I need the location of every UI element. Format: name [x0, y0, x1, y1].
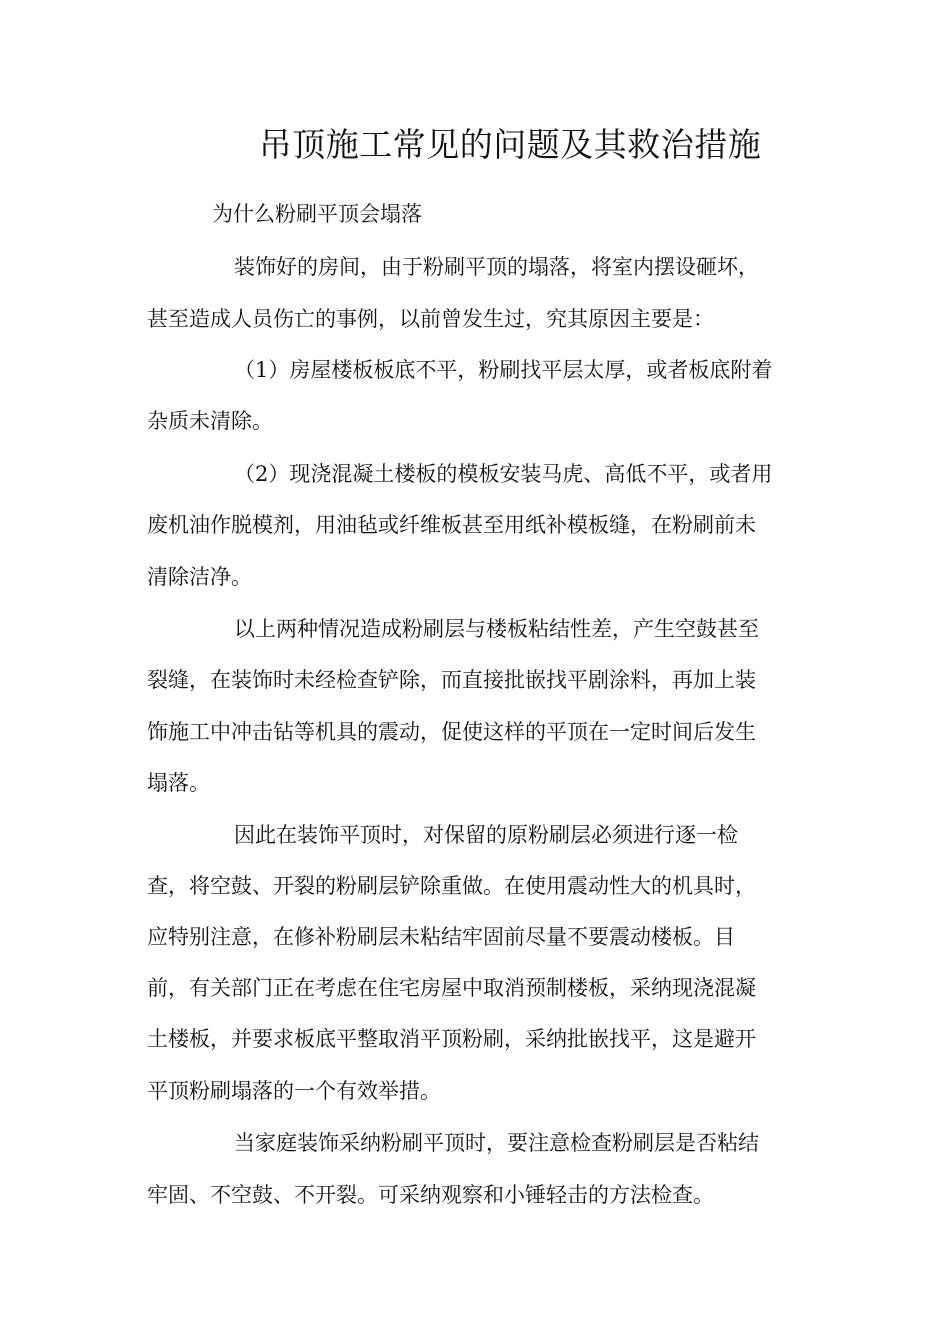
paragraph-line: 应特别注意，在修补粉刷层未粘结牢固前尽量不要震动楼板。目 [147, 925, 735, 949]
paragraph-line: 前，有关部门正在考虑在住宅房屋中取消预制楼板，采纳现浇混凝 [147, 976, 756, 1000]
paragraph-line: （1）房屋楼板板底不平，粉刷找平层太厚，或者板底附着 [234, 358, 773, 382]
paragraph-line: 平顶粉刷塌落的一个有效举措。 [147, 1079, 441, 1103]
paragraph-line: 牢固、不空鼓、不开裂。可采纳观察和小锤轻击的方法检查。 [147, 1183, 714, 1207]
paragraph-line: 废机油作脱模剂，用油毡或纤维板甚至用纸补模板缝，在粉刷前未 [147, 513, 756, 537]
paragraph-line: 以上两种情况造成粉刷层与楼板粘结性差，产生空鼓甚至 [234, 617, 759, 641]
section-heading: 为什么粉刷平顶会塌落 [212, 202, 422, 226]
paragraph-line: 甚至造成人员伤亡的事例，以前曾发生过，究其原因主要是： [147, 307, 714, 331]
paragraph-line: 因此在装饰平顶时，对保留的原粉刷层必须进行逐一检 [234, 823, 738, 847]
paragraph-line: 土楼板，并要求板底平整取消平顶粉刷，采纳批嵌找平，这是避开 [147, 1027, 756, 1051]
paragraph-line: 塌落。 [147, 771, 210, 795]
paragraph-line: 杂质未清除。 [147, 409, 273, 433]
paragraph-line: 装饰好的房间，由于粉刷平顶的塌落，将室内摆设砸坏， [234, 255, 759, 279]
paragraph-line: 查，将空鼓、开裂的粉刷层铲除重做。在使用震动性大的机具时， [147, 874, 756, 898]
paragraph-line: 当家庭装饰采纳粉刷平顶时，要注意检查粉刷层是否粘结 [234, 1131, 759, 1155]
paragraph-line: 裂缝，在装饰时未经检查铲除，而直接批嵌找平剧涂料，再加上装 [147, 668, 756, 692]
document-title: 吊顶施工常见的问题及其救治措施 [258, 125, 762, 164]
paragraph-line: 清除洁净。 [147, 565, 252, 589]
paragraph-line: （2）现浇混凝土楼板的模板安装马虎、高低不平，或者用 [234, 462, 773, 486]
paragraph-line: 饰施工中冲击钻等机具的震动，促使这样的平顶在一定时间后发生 [147, 720, 756, 744]
